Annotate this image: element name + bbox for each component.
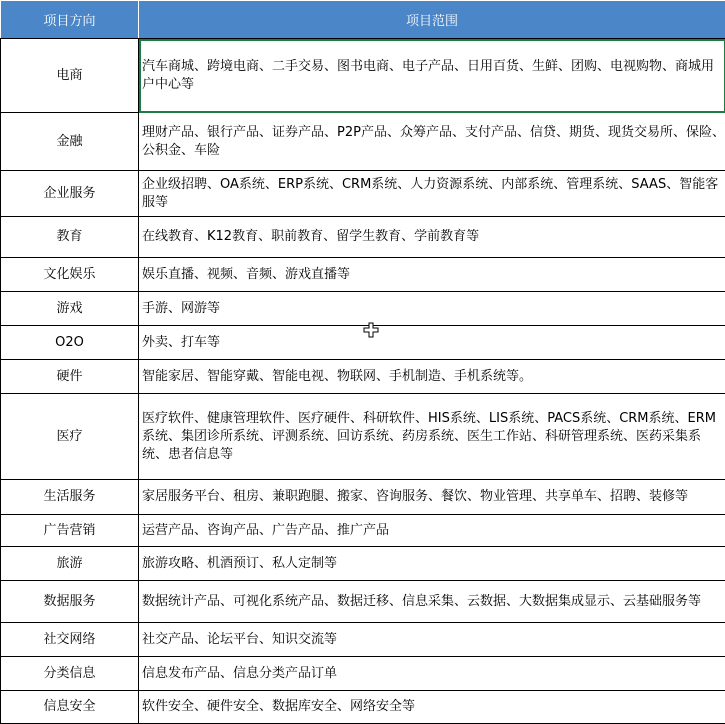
direction-cell[interactable]: 游戏 [1, 292, 139, 326]
direction-cell[interactable]: 生活服务 [1, 480, 139, 515]
scope-cell[interactable]: 家居服务平台、租房、兼职跑腿、搬家、咨询服务、餐饮、物业管理、共享单车、招聘、装修等 [139, 480, 725, 515]
table-row [1, 171, 725, 217]
direction-cell[interactable]: 分类信息 [1, 657, 139, 691]
direction-cell[interactable]: 文化娱乐 [1, 258, 139, 292]
table-row [1, 480, 725, 515]
scope-cell[interactable]: 理财产品、银行产品、证券产品、P2P产品、众筹产品、支付产品、信贷、期货、现货交易所、保险、公积金、车险 [139, 113, 725, 171]
direction-cell[interactable]: 企业服务 [1, 171, 139, 217]
direction-cell[interactable]: O2O [1, 326, 139, 360]
table-row [1, 113, 725, 171]
scope-cell[interactable]: 旅游攻略、机酒预订、私人定制等 [139, 547, 725, 581]
header-direction[interactable]: 项目方向 [1, 1, 139, 39]
table-row [1, 547, 725, 581]
scope-cell[interactable]: 医疗软件、健康管理软件、医疗硬件、科研软件、HIS系统、LIS系统、PACS系统、CRM系统、ERM系统、集团诊所系统、评测系统、回访系统、药房系统、医生工作站、科研管理系统、医药采集系统、患者信息等 [139, 394, 725, 480]
direction-cell[interactable]: 社交网络 [1, 623, 139, 657]
table-row [1, 394, 725, 480]
header-scope[interactable]: 项目范围 [139, 1, 725, 39]
direction-cell[interactable]: 广告营销 [1, 515, 139, 547]
scope-cell[interactable]: 在线教育、K12教育、职前教育、留学生教育、学前教育等 [139, 217, 725, 258]
scope-cell[interactable]: 软件安全、硬件安全、数据库安全、网络安全等 [139, 691, 725, 724]
scope-cell[interactable]: 社交产品、论坛平台、知识交流等 [139, 623, 725, 657]
scope-cell[interactable]: 外卖、打车等 [139, 326, 725, 360]
direction-cell[interactable]: 硬件 [1, 360, 139, 394]
scope-cell[interactable]: 信息发布产品、信息分类产品订单 [139, 657, 725, 691]
scope-cell[interactable]: 运营产品、咨询产品、广告产品、推广产品 [139, 515, 725, 547]
table-row [1, 657, 725, 691]
table-row [1, 515, 725, 547]
table-row [1, 581, 725, 623]
scope-cell[interactable]: 数据统计产品、可视化系统产品、数据迁移、信息采集、云数据、大数据集成显示、云基础服务等 [139, 581, 725, 623]
direction-cell[interactable]: 信息安全 [1, 691, 139, 724]
header-row [1, 1, 725, 39]
crosshair-plus-cursor-icon [363, 322, 379, 338]
scope-cell[interactable]: 智能家居、智能穿戴、智能电视、物联网、手机制造、手机系统等。 [139, 360, 725, 394]
direction-cell[interactable]: 数据服务 [1, 581, 139, 623]
scope-cell[interactable]: 手游、网游等 [139, 292, 725, 326]
table-row [1, 39, 725, 113]
table-row [1, 217, 725, 258]
table-row [1, 360, 725, 394]
direction-cell[interactable]: 教育 [1, 217, 139, 258]
scope-cell[interactable]: 娱乐直播、视频、音频、游戏直播等 [139, 258, 725, 292]
table-row [1, 691, 725, 724]
scope-cell[interactable]: 汽车商城、跨境电商、二手交易、图书电商、电子产品、日用百货、生鲜、团购、电视购物、商城用户中心等 [139, 39, 725, 113]
direction-cell[interactable]: 医疗 [1, 394, 139, 480]
table-row [1, 292, 725, 326]
direction-cell[interactable]: 旅游 [1, 547, 139, 581]
table-row [1, 623, 725, 657]
table-row [1, 258, 725, 292]
scope-cell[interactable]: 企业级招聘、OA系统、ERP系统、CRM系统、人力资源系统、内部系统、管理系统、SAAS、智能客服等 [139, 171, 725, 217]
direction-cell[interactable]: 电商 [1, 39, 139, 113]
direction-cell[interactable]: 金融 [1, 113, 139, 171]
